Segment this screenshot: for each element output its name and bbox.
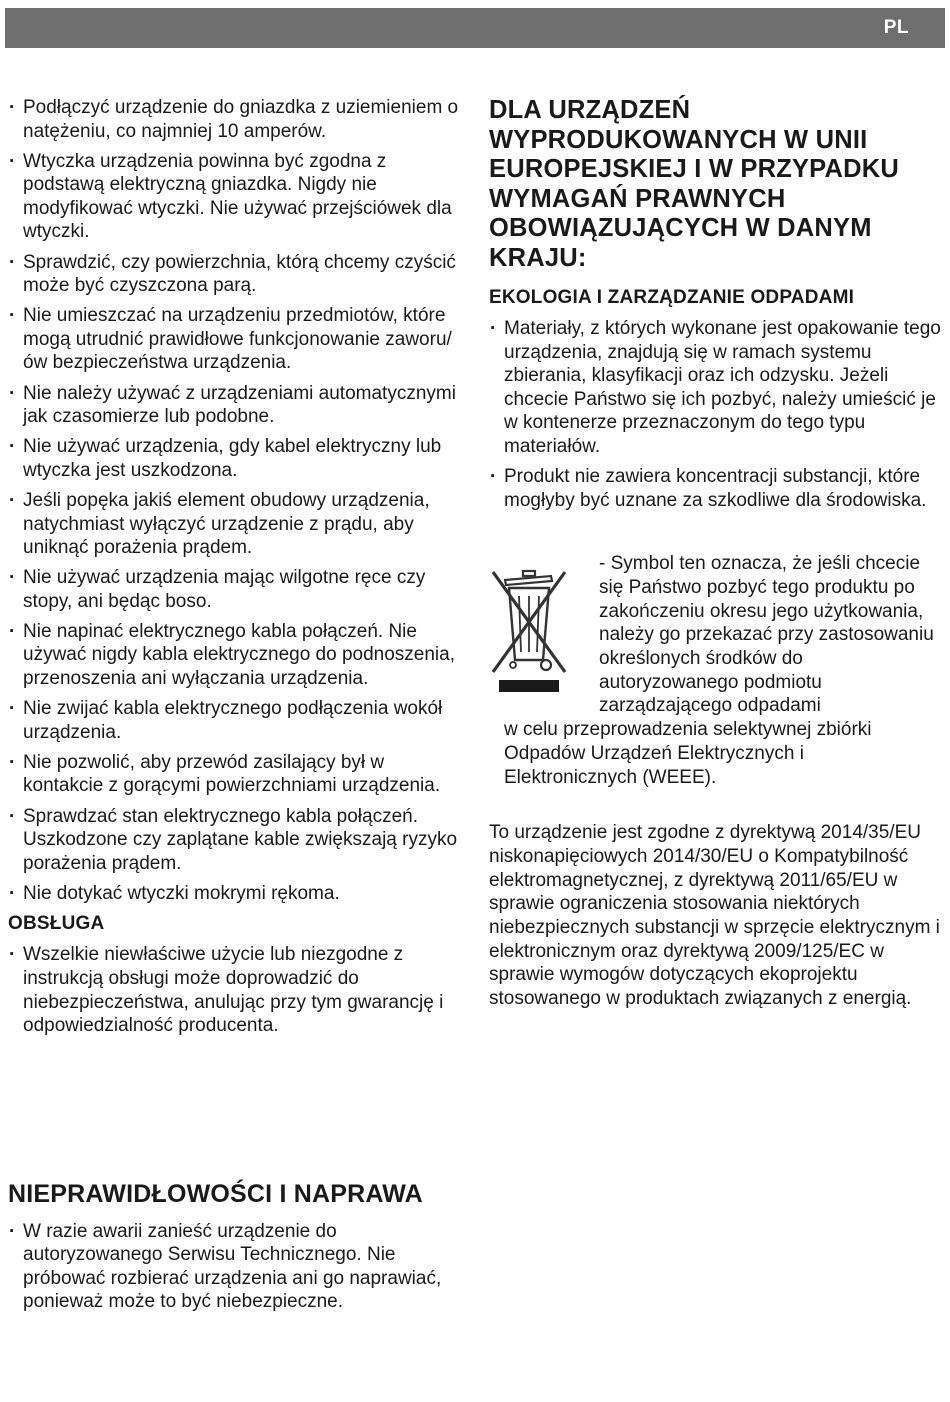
weee-block bbox=[489, 552, 941, 797]
directive-compliance-text: To urządzenie jest zgodne z dyrektywą 2014/35/EU niskonapięciowych 2014/30/EU o Kompatybilność elektromagnetycznej, z dyrektywą 2011/65/EU w sprawie ograniczenia stosowania niektórych niebezpiecznych substancji w sprzęcie elektrycznym i elektronicznym oraz dyrektywą 2009/125/EC w sprawie wymogów dotyczących ekoprojektu stosowanego w produktach związanych z energią. bbox=[489, 822, 940, 1010]
list-item: · Nie napinać elektrycznego kabla połączeń. Nie używać nigdy kabla elektrycznego do podnoszenia, przenoszenia ani wyłączania urządzenia. bbox=[8, 620, 468, 691]
list-item: · Wtyczka urządzenia powinna być zgodna z podstawą elektryczną gniazdka. Nigdy nie modyfikować wtyczki. Nie używać przejściówek dla wtyczki. bbox=[8, 150, 468, 244]
list-item: · Produkt nie zawiera koncentracji substancji, które mogłyby być uznane za szkodliwe dla środowiska. bbox=[489, 465, 941, 512]
repair-heading: NIEPRAWIDŁOWOŚCI I NAPRAWA bbox=[8, 1180, 423, 1208]
list-item: · Sprawdzić, czy powierzchnia, którą chcemy czyścić może być czyszczona parą. bbox=[8, 251, 468, 298]
list-item: · Materiały, z których wykonane jest opakowanie tego urządzenia, znajdują się w ramach systemu zbierania, klasyfikacji oraz ich odzysku. Jeżeli chcecie Państwo się ich pozbyć, należy umieścić je w kontenerze przeznaczonym do tego typu materiałów. bbox=[489, 317, 941, 459]
list-item: · Nie pozwolić, aby przewód zasilający był w kontakcie z gorącymi powierzchniami urządzenia. bbox=[8, 751, 468, 798]
list-item: · Nie zwijać kabla elektrycznego podłączenia wokół urządzenia. bbox=[8, 697, 468, 744]
list-item: · Nie używać urządzenia, gdy kabel elektryczny lub wtyczka jest uszkodzona. bbox=[8, 435, 468, 482]
repair-bullet-list bbox=[8, 1220, 468, 1314]
usage-bullet-list bbox=[8, 943, 468, 1037]
ecology-bullet-list bbox=[489, 317, 941, 512]
list-item: · Jeśli popęka jakiś element obudowy urządzenia, natychmiast wyłączyć urządzenie z prądu, aby uniknąć porażenia prądem. bbox=[8, 489, 468, 560]
list-item: · Nie umieszczać na urządzeniu przedmiotów, które mogą utrudnić prawidłowe funkcjonowanie zaworu/ów bezpieczeństwa urządzenia. bbox=[8, 304, 468, 375]
header-bar bbox=[5, 8, 945, 48]
crossed-out-bin-icon bbox=[489, 562, 569, 696]
safety-bullet-list bbox=[8, 96, 468, 905]
list-item: · Nie używać urządzenia mając wilgotne ręce czy stopy, ani będąc boso. bbox=[8, 566, 468, 613]
right-column bbox=[489, 96, 941, 1011]
list-item: · Podłączyć urządzenie do gniazdka z uziemieniem o natężeniu, co najmniej 10 amperów. bbox=[8, 96, 468, 143]
list-item: · Nie należy używać z urządzeniami automatycznymi jak czasomierze lub podobne. bbox=[8, 382, 468, 429]
ecology-heading: EKOLOGIA I ZARZĄDZANIE ODPADAMI bbox=[489, 287, 855, 308]
left-column bbox=[8, 96, 468, 1044]
list-item: · Sprawdzać stan elektrycznego kabla połączeń. Uszkodzone czy zaplątane kable zwiększają ryzyko porażenia prądem. bbox=[8, 805, 468, 876]
eu-heading: DLA URZĄDZEŃ WYPRODUKOWANYCH W UNII EUROPEJSKIEJ I W PRZYPADKU WYMAGAŃ PRAWNYCH OBOWIĄZUJĄCYCH W DANYM KRAJU: bbox=[489, 96, 899, 272]
language-code: PL bbox=[883, 17, 909, 38]
list-item: · W razie awarii zanieść urządzenie do autoryzowanego Serwisu Technicznego. Nie próbować rozbierać urządzenia ani go naprawiać, ponieważ może to być niebezpieczne. bbox=[8, 1220, 468, 1314]
weee-text-main: - Symbol ten oznacza, że jeśli chcecie się Państwo pozbyć tego produktu po zakończeniu okresu jego użytkowania, należy go przekazać przy zastosowaniu określonych środków do autoryzowanego podmiotu zarządzającego odpadami bbox=[599, 553, 934, 717]
usage-heading: OBSŁUGA bbox=[8, 913, 105, 935]
weee-text-tail: w celu przeprowadzenia selektywnej zbiórki Odpadów Urządzeń Elektrycznych i Elektronicznych (WEEE). bbox=[504, 719, 872, 788]
list-item: · Wszelkie niewłaściwe użycie lub niezgodne z instrukcją obsługi może doprowadzić do niebezpieczeństwa, anulując przy tym gwarancję i odpowiedzialność producenta. bbox=[8, 943, 468, 1037]
list-item: · Nie dotykać wtyczki mokrymi rękoma. bbox=[8, 882, 468, 906]
repair-section bbox=[8, 1180, 468, 1320]
